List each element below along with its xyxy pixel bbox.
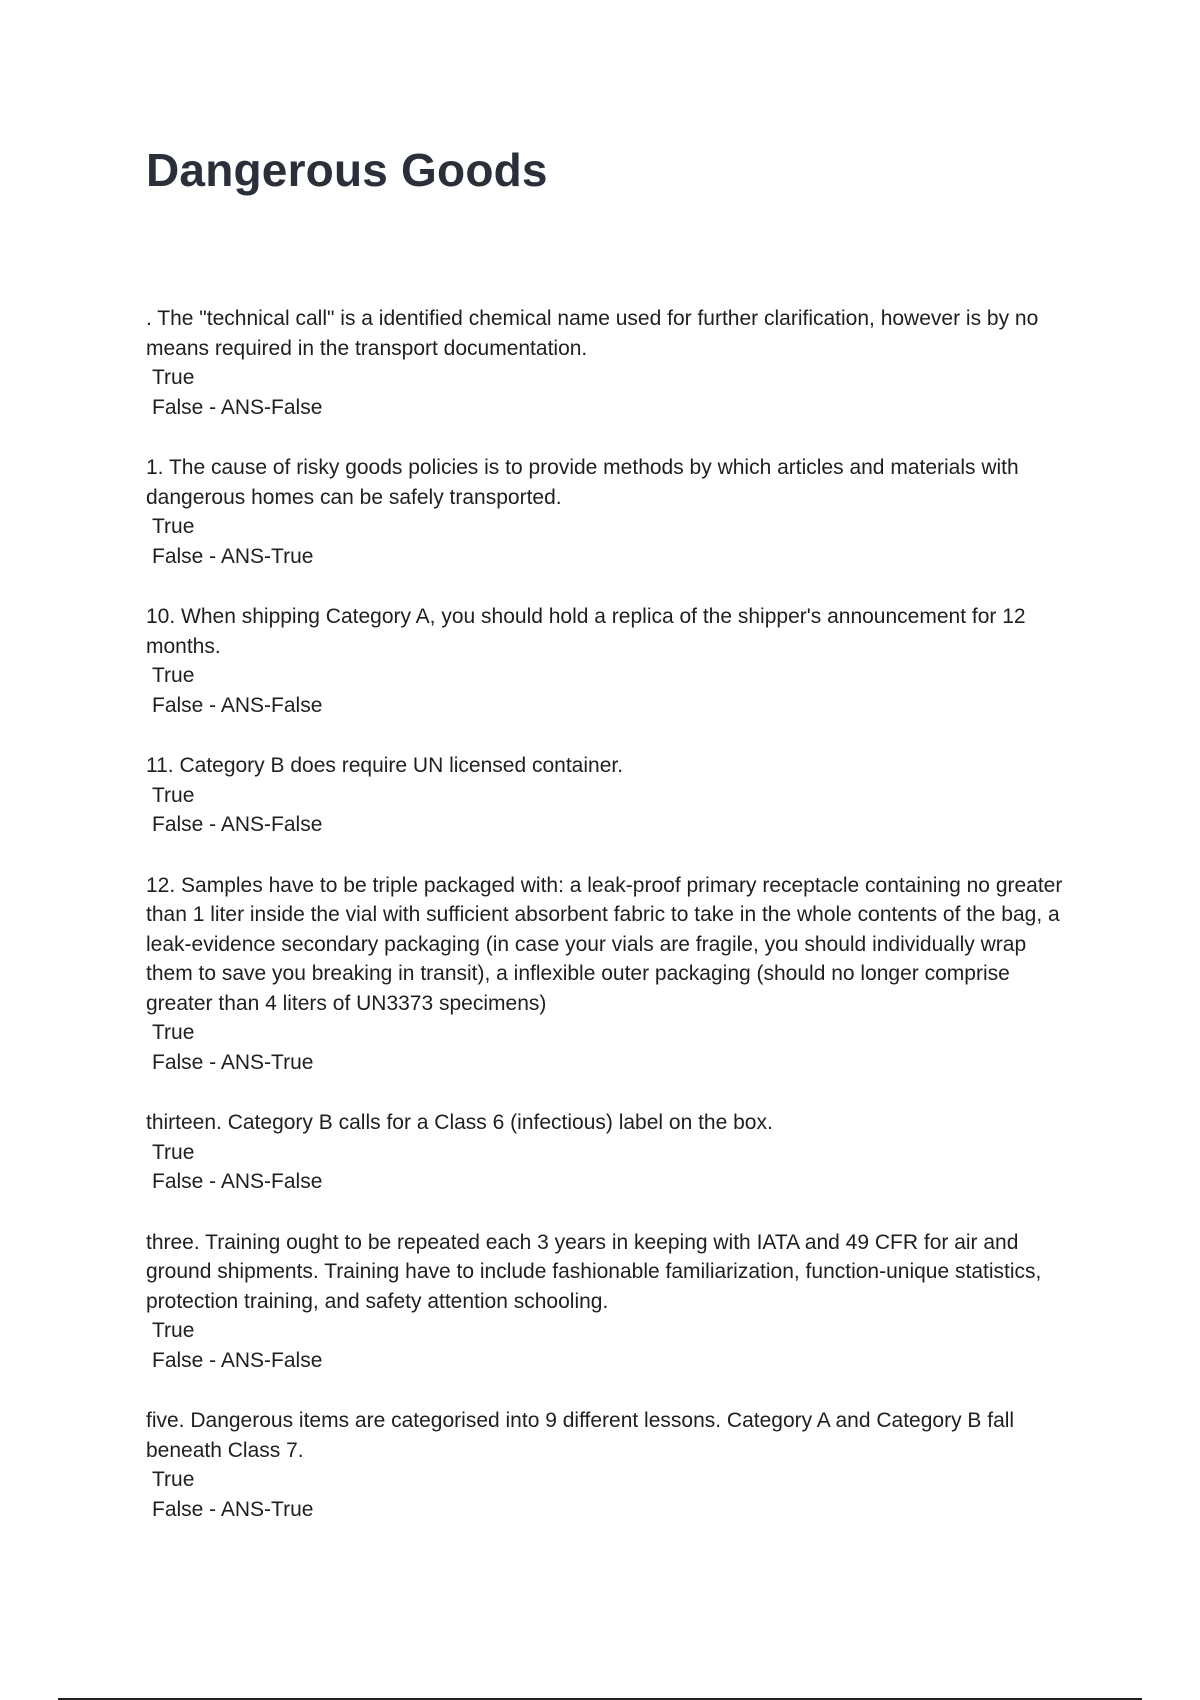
page-title: Dangerous Goods	[146, 144, 548, 196]
question-item	[146, 602, 1066, 720]
question-item	[146, 871, 1066, 1078]
option-false-answer: False - ANS-True	[152, 544, 314, 568]
option-true: True	[152, 664, 195, 687]
question-text: thirteen. Category B calls for a Class 6 (infectious) label on the box.	[146, 1111, 773, 1134]
question-item	[146, 1228, 1066, 1376]
question-text: 12. Samples have to be triple packaged with: a leak-proof primary receptacle containing no greater than 1 liter inside the vial with sufficient absorbent fabric to take in the whole contents of the bag, a leak-evidence secondary packaging (in case your vials are fragile, you should individually wrap them to save you breaking in transit), a inflexible outer packaging (should no longer comprise greater than 4 liters of UN3373 specimens)	[146, 873, 1063, 1015]
option-false-answer: False - ANS-True	[152, 1050, 314, 1074]
question-text: 11. Category B does require UN licensed container.	[146, 754, 624, 777]
option-true: True	[152, 1319, 195, 1342]
option-true: True	[152, 1140, 195, 1164]
option-false-answer: False - ANS-False	[152, 1170, 323, 1193]
question-item	[146, 751, 1066, 840]
question-text: three. Training ought to be repeated each 3 years in keeping with IATA and 49 CFR for air and ground shipments. Training have to include fashionable familiarization, function-unique statistics, protection training, and safety attention schooling.	[146, 1230, 1042, 1313]
option-false-answer: False - ANS-False	[152, 1348, 323, 1372]
option-true: True	[152, 1021, 195, 1044]
question-list	[146, 304, 1066, 1555]
question-text: 10. When shipping Category A, you should hold a replica of the shipper's announcement for 12 months.	[146, 605, 1026, 658]
question-text: five. Dangerous items are categorised into 9 different lessons. Category A and Category B fall beneath Class 7.	[146, 1409, 1015, 1462]
option-false-answer: False - ANS-False	[152, 395, 323, 419]
question-text: . The "technical call" is a identified chemical name used for further clarification, however is by no means required in the transport documentation.	[146, 307, 1039, 360]
question-item	[146, 1406, 1066, 1524]
question-item	[146, 1108, 1066, 1197]
question-item	[146, 453, 1066, 571]
question-text: 1. The cause of risky goods policies is to provide methods by which articles and materials with dangerous homes can be safely transported.	[146, 456, 1019, 509]
option-true: True	[152, 783, 195, 807]
option-false-answer: False - ANS-False	[152, 813, 323, 836]
option-true: True	[152, 366, 195, 389]
option-false-answer: False - ANS-False	[152, 693, 323, 717]
question-item	[146, 304, 1066, 422]
option-false-answer: False - ANS-True	[152, 1497, 314, 1521]
option-true: True	[152, 1468, 195, 1491]
option-true: True	[152, 515, 195, 538]
